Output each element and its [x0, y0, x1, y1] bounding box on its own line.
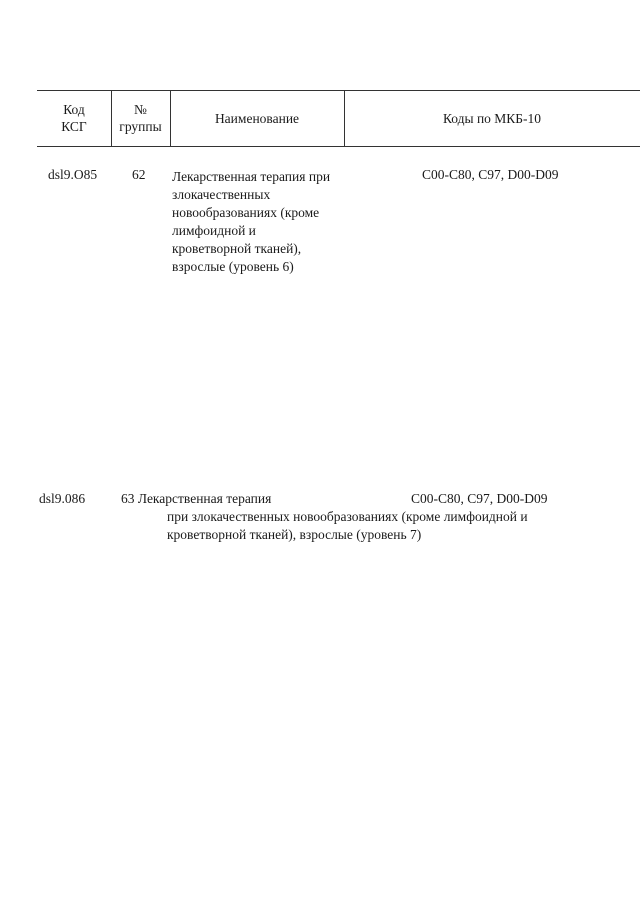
header-name-text: Наименование	[214, 110, 300, 126]
header-code-line2: КСГ	[61, 119, 87, 134]
row2-icd: C00-C80, C97, D00-D09	[411, 491, 548, 506]
header-icd-text: Коды по МКБ-10	[442, 110, 542, 126]
row1-group: 62	[132, 167, 146, 182]
row2-group-and-name: 63 Лекарственная терапия	[121, 491, 272, 506]
row2-name-line: при злокачественных новообразованиях (кроме лимфоидной и	[167, 509, 528, 524]
row1-name-line: Лекарственная терапия при	[172, 169, 331, 184]
row1-name-line: кроветворной тканей),	[172, 241, 302, 256]
header-name	[170, 90, 344, 146]
row1-name-line: злокачественных	[172, 187, 271, 202]
row2-name-continuation	[167, 508, 528, 544]
row1-icd: C00-C80, C97, D00-D09	[422, 167, 559, 182]
row1-name	[172, 168, 330, 276]
row2-code: dsl9.086	[39, 491, 86, 506]
row1-code: dsl9.O85	[48, 167, 98, 182]
header-code	[37, 90, 111, 146]
row1-name-line: лимфоидной и	[172, 223, 256, 238]
header-code-line1: Код	[63, 102, 85, 117]
row1-name-line: взрослые (уровень 6)	[172, 259, 294, 274]
row1-name-line: новообразованиях (кроме	[172, 205, 320, 220]
row2-name-line: кроветворной тканей), взрослые (уровень 7)	[167, 527, 422, 542]
header-group	[111, 90, 170, 146]
header-icd	[344, 90, 640, 146]
header-group-line1: №	[134, 102, 147, 117]
header-bottom-rule	[37, 146, 640, 147]
header-group-line2: группы	[119, 119, 162, 134]
